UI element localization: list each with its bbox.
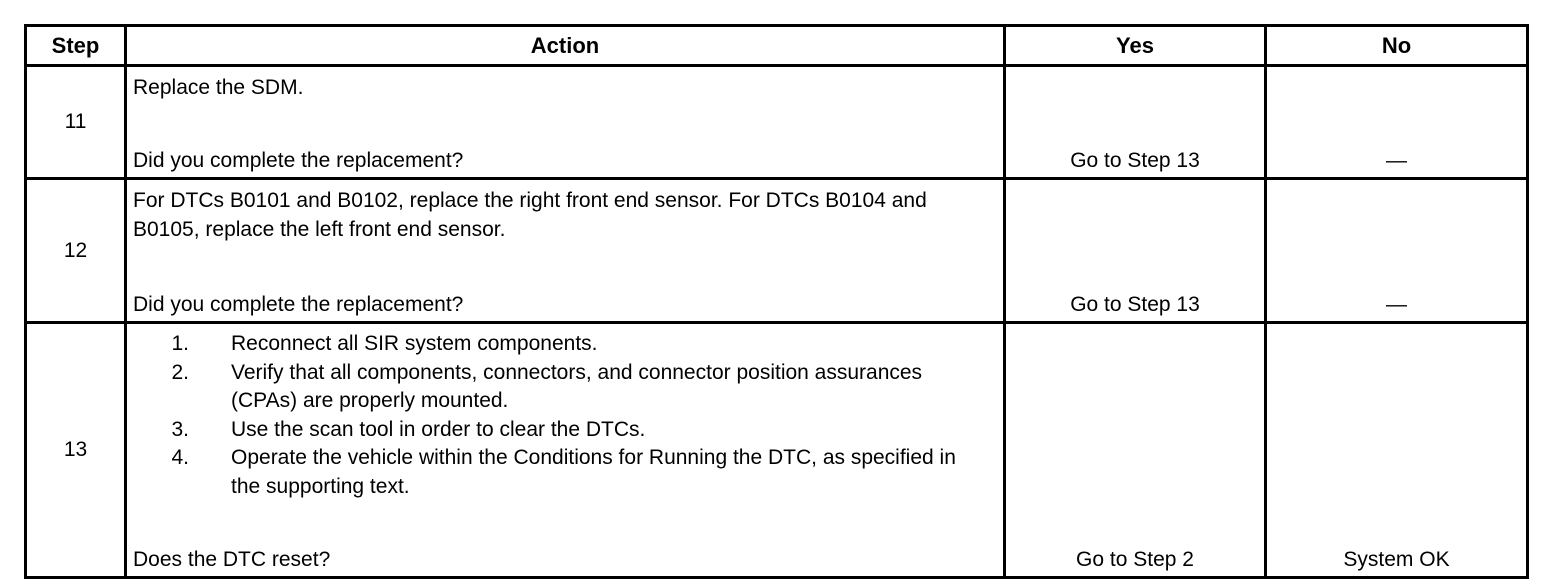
table-row: [26, 66, 1528, 179]
substep-number: 1.: [171, 332, 189, 355]
yes-result: Go to Step 2: [1076, 548, 1194, 571]
step-number: 12: [26, 179, 126, 323]
no-cell: [1266, 323, 1528, 578]
list-item: [133, 330, 997, 359]
action-cell: [126, 66, 1005, 179]
no-cell: [1266, 179, 1528, 323]
step-number: 11: [26, 66, 126, 179]
action-text: Replace the SDM.: [133, 76, 304, 99]
column-header-yes: Yes: [1005, 26, 1266, 66]
list-item: [133, 444, 997, 501]
substep-number: 4.: [171, 446, 189, 469]
column-header-no: No: [1266, 26, 1528, 66]
yes-result: Go to Step 13: [1070, 149, 1200, 172]
action-text: For DTCs B0101 and B0102, replace the right front end sensor. For DTCs B0104 and B0105, replace the left front end sensor.: [133, 189, 927, 241]
no-cell: [1266, 66, 1528, 179]
question-text: Does the DTC reset?: [133, 548, 331, 571]
column-header-action: Action: [126, 26, 1005, 66]
yes-cell: [1005, 66, 1266, 179]
action-cell: [126, 323, 1005, 578]
diagnostic-procedure-table: [24, 24, 1529, 579]
substep-number: 2.: [171, 360, 189, 384]
yes-result: Go to Step 13: [1070, 293, 1200, 316]
substep-text: Reconnect all SIR system components.: [231, 332, 598, 355]
substep-text: Verify that all components, connectors, and connector position assurances (CPAs) are properly mounted.: [231, 360, 923, 412]
question-text: Did you complete the replacement?: [133, 149, 464, 172]
list-item: [133, 359, 997, 416]
table-row: [26, 179, 1528, 323]
substep-text: Use the scan tool in order to clear the DTCs.: [231, 417, 646, 441]
yes-cell: [1005, 179, 1266, 323]
table-row: [26, 323, 1528, 578]
substep-number: 3.: [171, 417, 189, 441]
table-header-row: [26, 26, 1528, 66]
substep-list: [133, 330, 997, 501]
column-header-step: Step: [26, 26, 126, 66]
question-text: Did you complete the replacement?: [133, 293, 464, 316]
action-cell: [126, 179, 1005, 323]
step-number: 13: [26, 323, 126, 578]
substep-text: Operate the vehicle within the Conditions for Running the DTC, as specified in the supporting text.: [231, 446, 956, 498]
list-item: [133, 416, 997, 445]
no-result: —: [1386, 293, 1407, 316]
no-result: System OK: [1343, 548, 1450, 571]
yes-cell: [1005, 323, 1266, 578]
no-result: —: [1386, 149, 1407, 172]
